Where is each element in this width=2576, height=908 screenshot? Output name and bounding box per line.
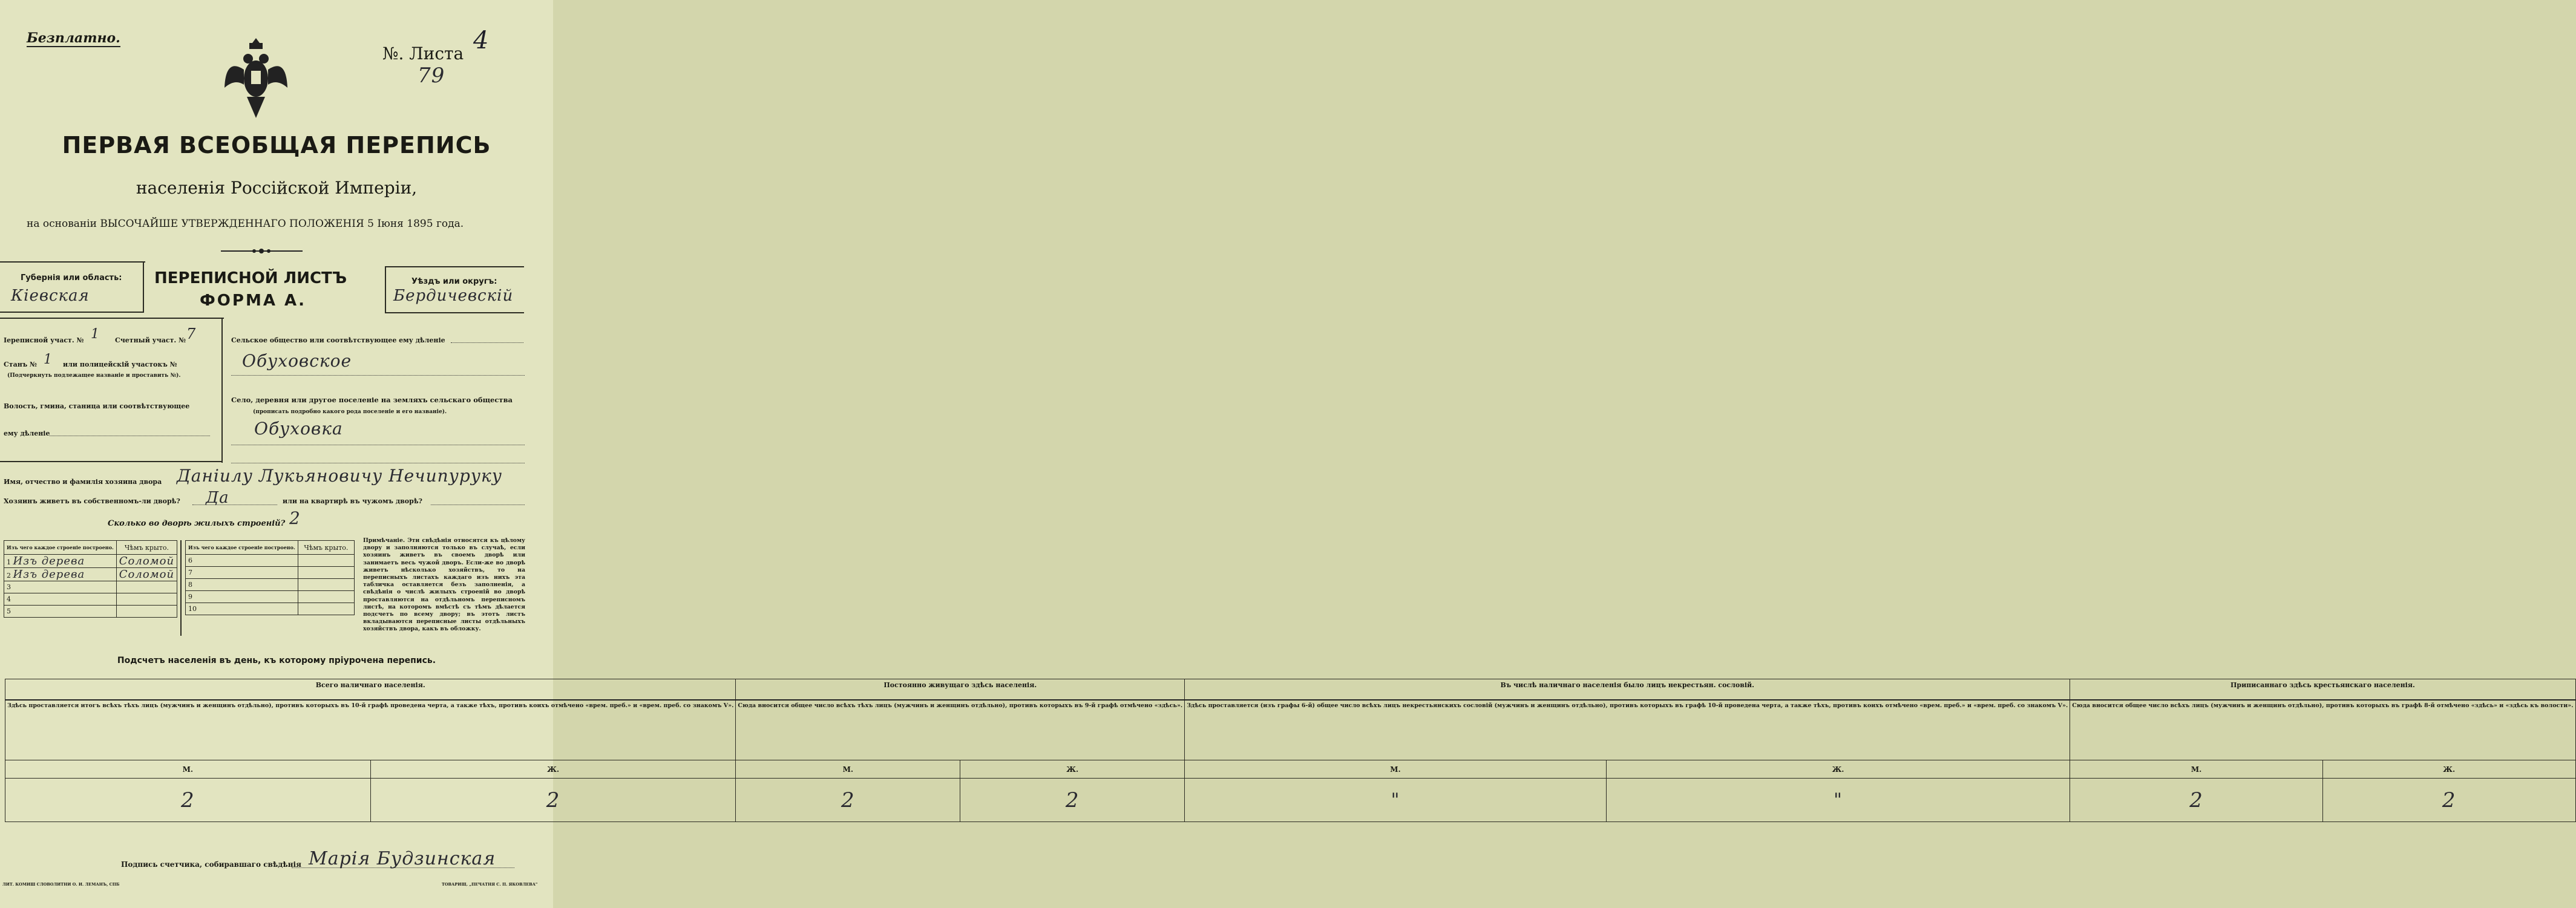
col-nonpeasant-desc: Здѣсь проставляется (изъ графы 6-й) общее число всѣхъ лицъ некрестьянскихъ сословій (мужчинъ и женщинъ отдѣльно), противъ которыхъ въ графѣ 10-й проведена черта, а также тѣхъ, противъ коихъ отмѣчено «врем. преб.» и «врем. преб. со знакомъ V». bbox=[1185, 700, 2070, 760]
roof-header-2: Чѣмъ крыто. bbox=[298, 541, 354, 555]
stan-label: Станъ № bbox=[4, 361, 37, 368]
buildings-value: 2 bbox=[289, 508, 301, 528]
division-label: ему дѣленіе bbox=[4, 430, 50, 437]
free-label: Безплатно. bbox=[27, 30, 120, 46]
sheet-number-handwritten: 79 bbox=[418, 64, 445, 88]
village-note: (прописать подробно какого рода поселеніе и его названіе). bbox=[253, 409, 447, 415]
table-row: 7 bbox=[186, 567, 355, 579]
legal-basis: на основаніи ВЫСОЧАЙШЕ УТВЕРЖДЕННАГО ПОЛОЖЕНІЯ 5 Іюня 1895 года. bbox=[27, 218, 464, 230]
table-row: 8 bbox=[186, 579, 355, 591]
table-row: 10 bbox=[186, 603, 355, 615]
signature-label: Подпись счетчика, собиравшаго свѣдѣнія bbox=[121, 860, 301, 869]
nonpeasant-female: " bbox=[1606, 779, 2070, 822]
province-label: Губернія или область: bbox=[21, 273, 122, 283]
col-peasant-head: Приписаннаго здѣсь крестьянскаго населенія. bbox=[2070, 679, 2575, 700]
province-value: Кiевская bbox=[11, 287, 90, 305]
f-label: Ж. bbox=[1606, 760, 2070, 779]
m-label: М. bbox=[1185, 760, 1607, 779]
population-title: Подсчетъ населенія въ день, къ которому пріурочена перепись. bbox=[117, 656, 436, 665]
total-female: 2 bbox=[370, 779, 736, 822]
form-title: ПЕРЕПИСНОЙ ЛИСТЪ bbox=[154, 269, 347, 287]
material-header: Изъ чего каждое строеніе построено. bbox=[4, 541, 117, 555]
volost-label: Волость, гмина, станица или соотвѣтствующее bbox=[4, 402, 190, 410]
owner-name-label: Имя, отчество и фамилія хозяина двора bbox=[4, 478, 162, 486]
signature-value: Марiя Будзинская bbox=[309, 848, 496, 869]
col-peasant-desc: Сюда вносится общее число всѣхъ лицъ (мужчинъ и женщинъ отдѣльно), противъ которыхъ въ графѣ 8-й отмѣчено «здѣсь» и «здѣсь къ волости». bbox=[2070, 700, 2575, 760]
table-row: 1 Изъ дерева Соломой bbox=[4, 555, 177, 568]
owner-name-value: Данiилу Лукьяновичу Нечипуруку bbox=[177, 466, 503, 486]
permanent-female: 2 bbox=[960, 779, 1185, 822]
buildings-label: Сколько во дворѣ жилыхъ строеній? bbox=[108, 519, 286, 528]
f-label: Ж. bbox=[2322, 760, 2575, 779]
stan-value: 1 bbox=[44, 352, 53, 367]
population-table bbox=[5, 679, 2576, 822]
m-label: М. bbox=[5, 760, 371, 779]
society-label: Сельское общество или соотвѣтствующее ему дѣленіе bbox=[231, 336, 445, 344]
footer-right: ТОВАРИЩ. „ПЕЧАТНЯ С. П. ЯКОВЛЕВА" bbox=[442, 882, 538, 887]
police-label: или полицейскій участокъ № bbox=[63, 361, 177, 368]
table-row: 6 bbox=[186, 555, 355, 567]
table-row: 4 bbox=[4, 593, 177, 606]
buildings-table-left bbox=[4, 540, 177, 618]
census-area-label: Іереписной участ. № bbox=[4, 336, 84, 344]
f-label: Ж. bbox=[370, 760, 736, 779]
permanent-male: 2 bbox=[736, 779, 960, 822]
total-male: 2 bbox=[5, 779, 371, 822]
village-value: Обуховка bbox=[254, 419, 343, 439]
form-subtitle: ФОРМА А. bbox=[200, 292, 306, 310]
main-title: ПЕРВАЯ ВСЕОБЩАЯ ПЕРЕПИСЬ bbox=[62, 132, 491, 158]
count-area-value: 7 bbox=[186, 325, 197, 342]
stan-note: (Подчеркнуть подлежащее названіе и проставить №). bbox=[7, 373, 181, 379]
peasant-female: 2 bbox=[2322, 779, 2575, 822]
owner-lives-label: Хозяинъ живетъ въ собственномъ-ли дворѣ? bbox=[4, 497, 180, 505]
owner-rent-label: или на квартирѣ въ чужомъ дворѣ? bbox=[283, 497, 422, 505]
census-area-value: 1 bbox=[91, 327, 100, 342]
district-value: Бердичевскiй bbox=[393, 287, 514, 305]
material-header-2: Изъ чего каждое строеніе построено. bbox=[186, 541, 298, 555]
col-nonpeasant-head: Въ числѣ наличнаго населенія было лицъ некрестьян. сословій. bbox=[1185, 679, 2070, 700]
sheet-number-value: 4 bbox=[473, 27, 490, 54]
remark-text: Примѣчаніе. Эти свѣдѣнія относятся къ цѣлому двору и заполняются только въ случаѣ, если хозяинъ живетъ въ своемъ дворѣ или занимаетъ весь чужой дворъ. Если-же во дворѣ живетъ нѣсколько хозяйствъ, то на переписныхъ листахъ каждаго изъ нихъ эта табличка оставляется безъ заполненія, а свѣдѣнія о числѣ жилыхъ строеній во дворѣ проставляются на отдѣльномъ переписномъ листѣ, на которомъ вмѣстѣ съ тѣмъ дѣлается подсчетъ по всему двору; въ этотъ листъ вкладываются переписные листы отдѣльныхъ хозяйствъ двора, какъ въ обложку. bbox=[363, 537, 525, 633]
table-row: 3 bbox=[4, 581, 177, 593]
sheet-number-label: №. Листа bbox=[382, 44, 464, 64]
col-total-desc: Здѣсь проставляется итогъ всѣхъ тѣхъ лицъ (мужчинъ и женщинъ отдѣльно), противъ которыхъ въ 10-й графѣ проведена черта, а также тѣхъ, противъ коихъ отмѣчено «врем. преб.» и «врем. преб. со знакомъ V». bbox=[5, 700, 736, 760]
m-label: М. bbox=[736, 760, 960, 779]
imperial-eagle-icon bbox=[223, 33, 289, 124]
m-label: М. bbox=[2070, 760, 2323, 779]
ornament-divider bbox=[221, 247, 303, 255]
col-total-head: Всего наличнаго населенія. bbox=[5, 679, 736, 700]
count-area-label: Счетный участ. № bbox=[115, 336, 186, 344]
footer-left: ЛИТ. КОМИШ СЛОВОЛИТНИ О. И. ЛЕМАНЪ, СПБ bbox=[2, 882, 120, 887]
table-row: 2 Изъ дерева Соломой bbox=[4, 568, 177, 581]
peasant-male: 2 bbox=[2070, 779, 2323, 822]
village-label: Село, деревня или другое поселеніе на земляхъ сельскаго общества bbox=[231, 396, 513, 404]
col-permanent-desc: Сюда вносится общее число всѣхъ тѣхъ лицъ (мужчинъ и женщинъ отдѣльно), противъ которыхъ въ 9-й графѣ отмѣчено «здѣсь». bbox=[736, 700, 1185, 760]
district-label: Уѣздъ или округъ: bbox=[411, 277, 497, 286]
main-subtitle: населенія Россійской Имперіи, bbox=[136, 178, 418, 198]
col-permanent-head: Постоянно живущаго здѣсь населенія. bbox=[736, 679, 1185, 700]
table-row: 5 bbox=[4, 606, 177, 618]
roof-header: Чѣмъ крыто. bbox=[116, 541, 177, 555]
f-label: Ж. bbox=[960, 760, 1185, 779]
buildings-table-right bbox=[185, 540, 355, 615]
owner-lives-value: Да bbox=[206, 489, 229, 507]
nonpeasant-male: " bbox=[1185, 779, 1607, 822]
table-row: 9 bbox=[186, 591, 355, 603]
society-value: Обуховское bbox=[242, 351, 352, 371]
